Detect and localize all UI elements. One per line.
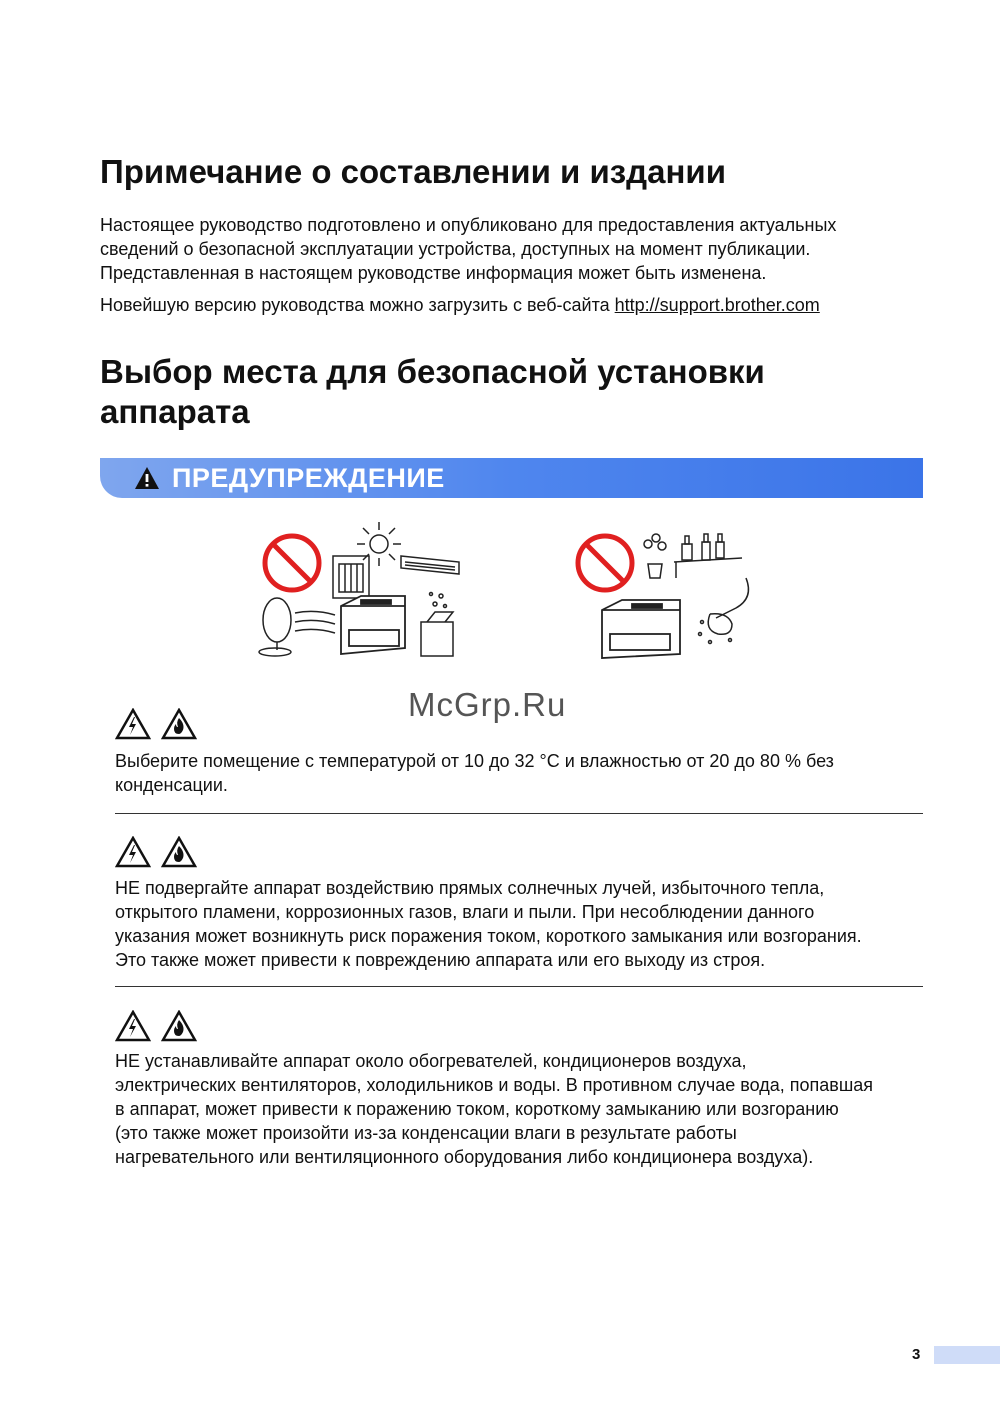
page-number: 3 bbox=[912, 1346, 921, 1363]
sun-icon bbox=[357, 522, 401, 566]
fire-hazard-icon bbox=[161, 836, 197, 868]
heater-icon bbox=[333, 556, 369, 598]
watermark: McGrp.Ru bbox=[408, 686, 567, 723]
item-line: открытого пламени, коррозионных газов, влаги и пыли. При несоблюдении данного bbox=[115, 902, 815, 922]
item-line: конденсации. bbox=[115, 775, 228, 795]
electric-shock-hazard-icon bbox=[115, 1010, 151, 1042]
prohibition-icon bbox=[265, 536, 319, 590]
item-line: (это также может произойти из-за конденсации влаги в результате работы bbox=[115, 1123, 737, 1143]
warning-item-text bbox=[115, 876, 930, 972]
section-title-line: аппарата bbox=[100, 393, 250, 430]
section-title-compilation: Примечание о составлении и издании bbox=[100, 153, 726, 190]
support-link[interactable]: http://support.brother.com bbox=[614, 295, 820, 315]
warning-item-text bbox=[115, 749, 923, 797]
compilation-paragraph bbox=[100, 213, 930, 285]
item-line: НЕ устанавливайте аппарат около обогревателей, кондиционеров воздуха, bbox=[115, 1051, 747, 1071]
section-title-placement bbox=[100, 352, 765, 432]
bottles-icon bbox=[682, 534, 724, 560]
paragraph-line: сведений о безопасной эксплуатации устройства, доступных на момент публикации. bbox=[100, 239, 811, 259]
paragraph-line: Настоящее руководство подготовлено и опубликовано для предоставления актуальных bbox=[100, 215, 837, 235]
fan-icon bbox=[259, 598, 335, 656]
shelf-icon bbox=[674, 558, 742, 578]
download-text: Новейшую версию руководства можно загрузить с веб-сайта bbox=[100, 295, 615, 315]
fire-hazard-icon bbox=[161, 1010, 197, 1042]
hazard-icons bbox=[115, 836, 197, 868]
item-line: электрических вентиляторов, холодильников и воды. В противном случае вода, попавшая bbox=[115, 1075, 874, 1095]
item-line: НЕ подвергайте аппарат воздействию прямых солнечных лучей, избыточного тепла, bbox=[115, 878, 825, 898]
flower-vase-icon bbox=[644, 534, 666, 578]
water-spill-icon bbox=[699, 578, 749, 644]
electric-shock-hazard-icon bbox=[115, 708, 151, 740]
item-line: нагревательного или вентиляционного оборудования либо кондиционера воздуха). bbox=[115, 1147, 814, 1167]
page-tab bbox=[934, 1346, 1000, 1364]
item-line: указания может возникнуть риск поражения током, короткого замыкания или возгорания. bbox=[115, 926, 862, 946]
printer-icon bbox=[602, 600, 680, 658]
warning-item-text bbox=[115, 1049, 930, 1169]
air-conditioner-icon bbox=[401, 556, 459, 574]
electric-shock-hazard-icon bbox=[115, 836, 151, 868]
warning-banner bbox=[100, 458, 923, 498]
warning-triangle-icon bbox=[134, 466, 160, 490]
warning-label: ПРЕДУПРЕЖДЕНИЕ bbox=[172, 462, 445, 493]
section-title-line: Выбор места для безопасной установки bbox=[100, 353, 765, 390]
download-paragraph bbox=[100, 293, 820, 317]
placement-illustration-liquids bbox=[570, 518, 760, 668]
fire-hazard-icon bbox=[161, 708, 197, 740]
placement-illustration-environment bbox=[245, 518, 475, 668]
prohibition-icon bbox=[578, 536, 632, 590]
item-line: Выберите помещение с температурой от 10 до 32 °С и влажностью от 20 до 80 % без bbox=[115, 751, 834, 771]
humidifier-icon bbox=[421, 593, 453, 657]
item-line: Это также может привести к повреждению аппарата или его выходу из строя. bbox=[115, 950, 766, 970]
item-line: в аппарат, может привести к поражению током, короткому замыканию или возгоранию bbox=[115, 1099, 839, 1119]
divider bbox=[115, 986, 923, 987]
printer-icon bbox=[341, 596, 405, 654]
hazard-icons bbox=[115, 708, 197, 740]
hazard-icons bbox=[115, 1010, 197, 1042]
paragraph-line: Представленная в настоящем руководстве информация может быть изменена. bbox=[100, 263, 767, 283]
divider bbox=[115, 813, 923, 814]
